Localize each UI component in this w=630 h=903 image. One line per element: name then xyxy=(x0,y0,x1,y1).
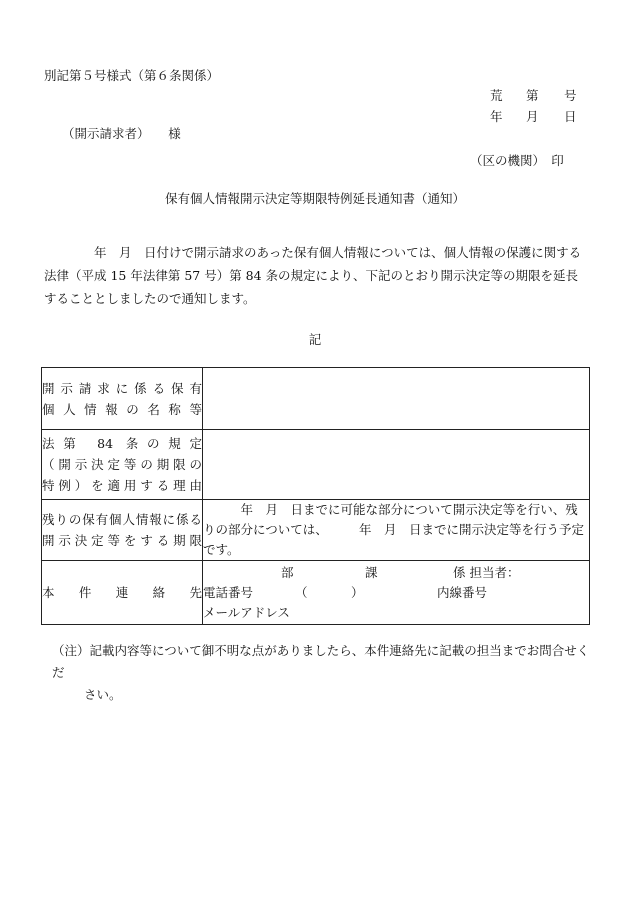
table-row xyxy=(42,561,590,625)
form-label: 別記第５号様式（第６条関係） xyxy=(44,68,220,83)
label-text: 開示決定等をする期限 xyxy=(42,533,202,548)
label-text: 開示請求に係る保有 xyxy=(42,380,202,396)
contact-email-label: メールアドレス xyxy=(203,604,290,620)
label-contact xyxy=(42,561,203,625)
ki-heading: 記 xyxy=(308,332,322,347)
contact-bu: 部 xyxy=(281,564,294,580)
note-prefix: （注） xyxy=(52,643,90,658)
note-text-1: 記載内容等について御不明な点がありましたら、本件連絡先に記載の担当までお問合せくだ xyxy=(52,643,590,680)
label-text: 残りの保有個人情報に係る xyxy=(42,512,202,527)
label-line xyxy=(42,475,202,496)
contact-paren-open: （ xyxy=(295,584,308,600)
date-month: 月 xyxy=(526,109,539,124)
contact-line-1 xyxy=(203,563,589,583)
contact-paren-close: ） xyxy=(351,584,364,600)
document-title: 保有個人情報開示決定等期限特例延長通知書（通知） xyxy=(164,191,465,206)
note-line-1 xyxy=(52,640,592,684)
label-reason xyxy=(42,430,203,500)
doc-number-prefix: 荒 xyxy=(490,88,503,103)
label-line xyxy=(42,582,202,603)
contact-line-2 xyxy=(203,583,589,603)
label-line xyxy=(42,433,202,454)
note xyxy=(52,640,592,706)
label-deadline xyxy=(42,500,203,561)
table-row xyxy=(42,430,590,500)
body-paragraph: 年 月 日付けで開示請求のあった保有個人情報については、個人情報の保護に関する法律（平成 15 年法律第 57 号）第 84 条の規定により、下記のとおり開示決定等の期限を延長することとしましたので通知します。 xyxy=(44,245,582,306)
doc-number-go: 号 xyxy=(564,88,577,103)
note-line-2: さい。 xyxy=(84,687,122,702)
recipient: （開示請求者） 様 xyxy=(62,126,181,141)
label-text: （開示決定等の期限の xyxy=(42,457,202,472)
doc-number-dai: 第 xyxy=(526,88,539,103)
value-info-name[interactable] xyxy=(203,368,590,430)
table-row xyxy=(42,368,590,430)
label-text: 法第 84 条の規定 xyxy=(42,436,202,451)
contact-ka: 課 xyxy=(365,564,378,580)
table-row xyxy=(42,500,590,561)
label-text: 本 件 連 絡 先 xyxy=(42,585,202,600)
label-text: 特例）を適用する理由 xyxy=(42,478,202,493)
contact-phone-label: 電話番号 xyxy=(203,584,254,600)
value-deadline[interactable]: 年 月 日までに可能な部分について開示決定等を行い、残りの部分については、 年 月 日までに開示決定等を行う予定です。 xyxy=(203,500,590,561)
label-line xyxy=(42,509,202,530)
label-text: 個人情報の名称等 xyxy=(42,401,202,417)
value-contact[interactable] xyxy=(203,561,590,625)
label-line xyxy=(42,399,202,420)
date-year: 年 xyxy=(490,109,503,124)
agency-seal: （区の機関） 印 xyxy=(470,153,564,168)
label-line xyxy=(42,378,202,399)
date-day: 日 xyxy=(564,109,577,124)
contact-extension-label: 内線番号 xyxy=(437,584,488,600)
label-line xyxy=(42,454,202,475)
info-table xyxy=(41,367,590,625)
label-line xyxy=(42,530,202,551)
contact-kakari: 係 担当者： xyxy=(453,564,520,580)
label-info-name xyxy=(42,368,203,430)
value-reason[interactable] xyxy=(203,430,590,500)
contact-line-3 xyxy=(203,603,589,623)
